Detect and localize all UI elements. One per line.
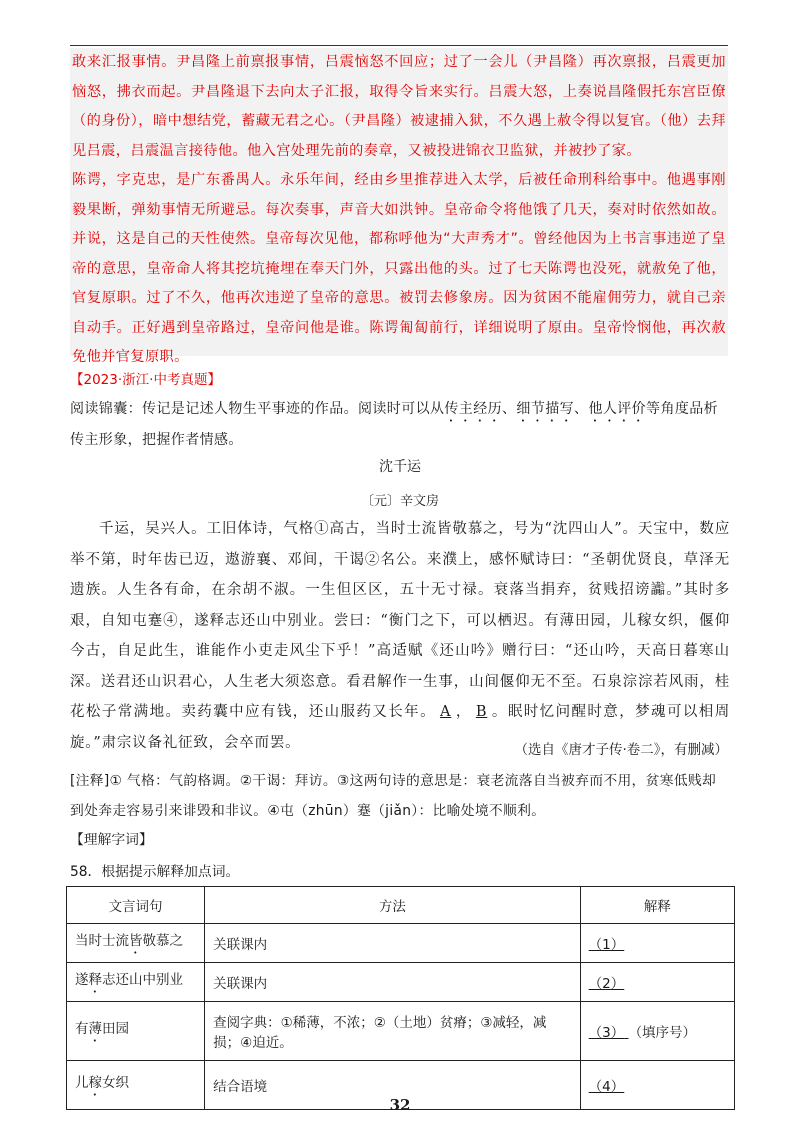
annotations: [注释]① 气格：气韵格调。②干谒：拜访。③这两句诗的意思是：衰老流落自当被弃而不用，贫寒低贱却到处奔走容易引来诽毁和非议。④屯（zhūn）蹇（jiǎn）：比喻处境不顺利。 [70, 773, 717, 819]
separator: 、 [502, 401, 517, 417]
method-cell: 关联课内 [205, 924, 581, 963]
passage-text: 千运，吴兴人。工旧体诗，气格①高古，当时士流皆敬慕之，号为“沈四山人”。天宝中，数应举不第，时年齿已迈，遨游襄、邓间，干谒②名公。来濮上，感怀赋诗曰：“圣朝优贤良，草泽无遗族。人生各有命，在余胡不淑。一生但区区，五十无寸禄。衰落当捐弃，贫贱招谤讟。”其时多艰，自知屯蹇④，遂释志还山中别业。尝曰：“衡门之下，可以栖迟。有薄田园，儿稼女织，偃仰今古，自足此生，谁能作小吏走风尘下乎！”高适赋《还山吟》赠行曰：“还山吟，天高日暮寒山深。送君还山识君心，人生老大须恣意。看君解作一生事，山间偃仰无不至。石泉淙淙若风雨，桂花松子常满地。卖药囊中应有钱，还山服药又长年。 [70, 521, 730, 720]
dotted-word: 稼 [88, 1075, 102, 1091]
reading-tip-text-end: 等角度品析传主形象，把握作者情感。 [70, 401, 719, 448]
header-answer: 解释 [580, 887, 734, 924]
vocab-table [66, 886, 735, 1110]
separator: ， [455, 704, 472, 720]
phrase-text: 志还山中别业 [102, 972, 183, 988]
phrase-text: 敬慕之 [142, 933, 183, 949]
phrase-cell [67, 1002, 205, 1061]
question-58: 58．根据提示解释加点词。 [70, 864, 240, 880]
passage-text-end: 。眠时忆问醒时意，梦魂可以相周旋。”肃宗议备礼征致，会卒而罢。 [70, 704, 730, 751]
answer-blank[interactable]: （3） [588, 1025, 625, 1041]
method-cell: 结合语境 [205, 1061, 581, 1110]
answer-blank[interactable]: （2） [588, 976, 625, 992]
keyword-experience: 传主经历 [444, 401, 503, 417]
keyword-details: 细节描写 [516, 401, 575, 417]
header-phrase: 文言词句 [67, 887, 205, 924]
blank-a: A [440, 704, 452, 720]
answer-cell[interactable] [580, 963, 734, 1002]
answer-cell[interactable] [580, 1002, 734, 1061]
table-row [67, 963, 735, 1002]
translation-paragraph-2: 陈谔，字克忠，是广东番禺人。永乐年间，经由乡里推荐进入太学，后被任命刑科给事中。他遇事刚毅果断，弹劾事情无所避忌。每次奏事，声音大如洪钟。皇帝命令将他饿了几天，奏对时依然如故。并说，这是自己的天性使然。皇帝每次见他，都称呼他为“大声秀才”。曾经他因为上书言事违逆了皇帝的意思，皇帝命人将其挖坑掩埋在奉天门外，只露出他的头。过了七天陈谔也没死，就赦免了他，官复原职。过了不久，他再次违逆了皇帝的意思。被罚去修象房。因为贫困不能雇佣劳力，就自己亲自动手。正好遇到皇帝路过，皇帝问他是谁。陈谔匍匐前行，详细说明了原由。皇帝怜悯他，再次赦免他并官复原职。 [72, 172, 726, 365]
passage-title: 沈千运 [379, 459, 421, 475]
separator: 、 [574, 401, 589, 417]
translation-paragraph-1: 敢来汇报事情。尹昌隆上前禀报事情，吕震恼怒不回应；过了一会儿（尹昌隆）再次禀报，吕震更加恼怒，拂衣而起。尹昌隆退下去向太子汇报，取得令旨来实行。吕震大怒，上奏说昌隆假托东宫臣僚（的身份），暗中想结党，蓄藏无君之心。（尹昌隆）被逮捕入狱，不久遇上赦令得以复官。（他）去拜见吕震，吕震温言接待他。他入宫处理先前的奏章，又被投进锦衣卫监狱，并被抄了家。 [72, 54, 726, 159]
phrase-cell [67, 963, 205, 1002]
phrase-text: 儿 [75, 1075, 89, 1091]
page-number: 32 [389, 1096, 411, 1114]
table-row [67, 924, 735, 963]
phrase-text: 有 [75, 1021, 89, 1037]
header-method: 方法 [205, 887, 581, 924]
keyword-comments: 他人评价 [588, 401, 647, 417]
phrase-text: 田园 [102, 1021, 129, 1037]
translation-block [70, 48, 728, 365]
method-cell: 关联课内 [205, 963, 581, 1002]
dotted-word: 薄 [88, 1021, 102, 1037]
answer-note: （填序号） [628, 1025, 697, 1041]
phrase-text: 女织 [102, 1075, 129, 1091]
method-cell: 查阅字典：①稀薄，不浓；②（土地）贫瘠；③减轻，减损；④迫近。 [205, 1002, 581, 1061]
passage-source: （选自《唐才子传·卷二》，有删减） [514, 742, 728, 758]
answer-blank[interactable]: （1） [588, 937, 625, 953]
section-label: 【理解字词】 [70, 832, 153, 848]
top-rule [70, 45, 728, 46]
passage-body [70, 514, 730, 758]
passage-author: 〔元〕辛文房 [360, 494, 439, 509]
reading-tip [70, 394, 730, 455]
dotted-word: 释 [88, 972, 102, 988]
reading-tip-text: 阅读锦囊：传记是记述人物生平事迹的作品。阅读时可以从 [70, 401, 445, 417]
answer-blank[interactable]: （4） [588, 1079, 625, 1095]
dotted-word: 皆 [129, 933, 143, 949]
exam-tag: 【2023·浙江·中考真题】 [70, 372, 221, 388]
table-header-row [67, 887, 735, 924]
phrase-cell [67, 924, 205, 963]
answer-cell[interactable] [580, 924, 734, 963]
table-row [67, 1002, 735, 1061]
phrase-text: 遂 [75, 972, 89, 988]
phrase-text: 当时士流 [75, 933, 129, 949]
blank-b: B [475, 704, 488, 720]
